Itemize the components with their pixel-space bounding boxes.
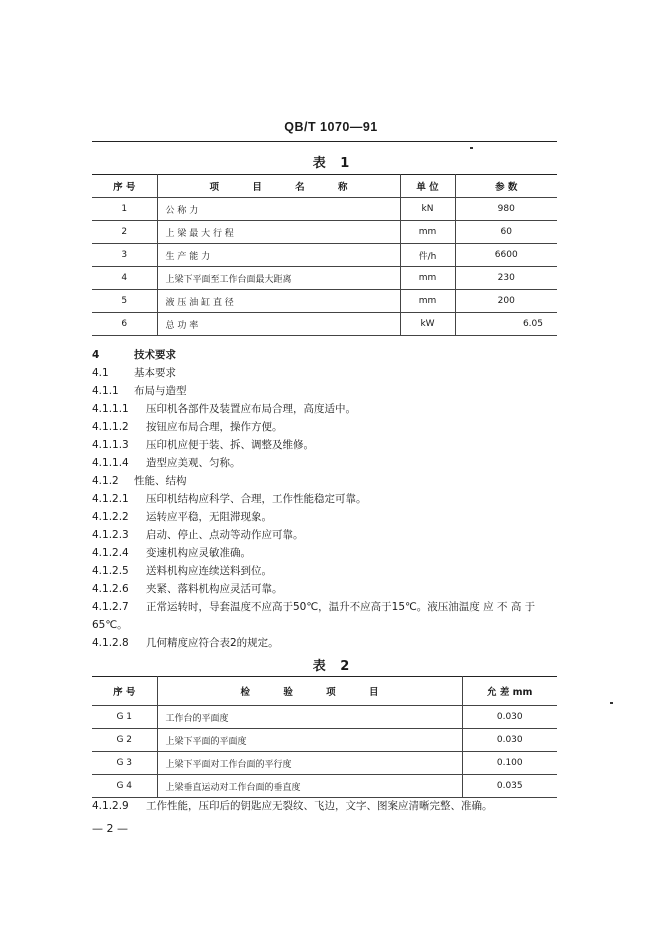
clause xyxy=(92,526,567,544)
clause-number: 4.1 xyxy=(92,367,109,379)
clause-text: 基本要求 xyxy=(134,367,176,379)
clause xyxy=(92,382,567,400)
row-index: 2 xyxy=(92,221,157,244)
scan-speck xyxy=(470,147,473,149)
row-value: 200 xyxy=(455,290,557,313)
clause-text: 夹紧、落料机构应灵活可靠。 xyxy=(146,583,283,595)
clause xyxy=(92,436,567,454)
standard-code-header: QB/T 1070—91 xyxy=(284,120,378,134)
row-index: 1 xyxy=(92,198,157,221)
row-item: 总 功 率 xyxy=(157,313,400,336)
row-index: G 3 xyxy=(92,752,157,775)
row-unit: mm xyxy=(400,267,455,290)
table2-header-row xyxy=(92,677,557,706)
clause xyxy=(92,508,567,526)
clause-text: 按钮应布局合理，操作方便。 xyxy=(146,421,283,433)
row-tolerance: 0.030 xyxy=(462,729,557,752)
table2-header-tolerance: 允 差 mm xyxy=(462,677,557,706)
row-index: G 4 xyxy=(92,775,157,798)
clause xyxy=(92,490,567,508)
clause-text: 技术要求 xyxy=(134,349,176,361)
row-index: 6 xyxy=(92,313,157,336)
page-number: — 2 — xyxy=(92,822,128,835)
row-item: 公 称 力 xyxy=(157,198,400,221)
row-item: 上梁下平面对工作台面的平行度 xyxy=(157,752,462,775)
row-value: 230 xyxy=(455,267,557,290)
table2-caption: 表 2 xyxy=(312,659,350,674)
clause-text: 压印机应便于装、拆、调整及维修。 xyxy=(146,439,314,451)
row-unit: mm xyxy=(400,290,455,313)
clause xyxy=(92,544,567,562)
row-unit: kN xyxy=(400,198,455,221)
row-item: 上 梁 最 大 行 程 xyxy=(157,221,400,244)
row-item: 上梁垂直运动对工作台面的垂直度 xyxy=(157,775,462,798)
clause-number: 4.1.2.6 xyxy=(92,583,129,595)
final-clause xyxy=(92,797,567,815)
table-row xyxy=(92,752,557,775)
section-heading xyxy=(92,346,567,364)
clause-number: 4.1.1.3 xyxy=(92,439,129,451)
row-value: 980 xyxy=(455,198,557,221)
table-row xyxy=(92,267,557,290)
clause-number: 4.1.1.2 xyxy=(92,421,129,433)
row-value: 60 xyxy=(455,221,557,244)
table2 xyxy=(92,676,557,798)
row-item: 生 产 能 力 xyxy=(157,244,400,267)
clause-text: 性能、结构 xyxy=(134,475,187,487)
clause-text: 变速机构应灵敏准确。 xyxy=(146,547,251,559)
table-row xyxy=(92,244,557,267)
row-index: G 1 xyxy=(92,706,157,729)
table1 xyxy=(92,174,557,336)
clause-text: 送料机构应连续送料到位。 xyxy=(146,565,272,577)
table2-header-item: 检 验 项 目 xyxy=(157,677,462,706)
clause-text: 运转应平稳，无阻滞现象。 xyxy=(146,511,272,523)
row-tolerance: 0.030 xyxy=(462,706,557,729)
clause-number: 4 xyxy=(92,349,100,361)
table1-caption: 表 1 xyxy=(312,156,350,171)
clause-text: 压印机各部件及装置应布局合理，高度适中。 xyxy=(146,403,356,415)
row-item: 上梁下平面的平面度 xyxy=(157,729,462,752)
clause xyxy=(92,797,567,815)
row-index: 4 xyxy=(92,267,157,290)
clause-number: 4.1.1 xyxy=(92,385,119,397)
clause xyxy=(92,418,567,436)
scan-speck xyxy=(610,702,613,704)
clause-number: 4.1.2 xyxy=(92,475,119,487)
clause-text: 造型应美观、匀称。 xyxy=(146,457,241,469)
clause-text: 布局与造型 xyxy=(134,385,187,397)
row-index: G 2 xyxy=(92,729,157,752)
table1-header-value: 参 数 xyxy=(455,175,557,198)
clause xyxy=(92,580,567,598)
row-item: 工作台的平面度 xyxy=(157,706,462,729)
table1-header-index: 序 号 xyxy=(92,175,157,198)
table-row xyxy=(92,706,557,729)
table1-header-row xyxy=(92,175,557,198)
requirements-section xyxy=(92,346,567,652)
row-unit: mm xyxy=(400,221,455,244)
clause-number: 4.1.2.4 xyxy=(92,547,129,559)
table2-header-index: 序 号 xyxy=(92,677,157,706)
clause-text: 工作性能，压印后的钥匙应无裂纹、飞边，文字、图案应清晰完整、准确。 xyxy=(146,800,493,812)
row-value: 6.05 xyxy=(455,313,557,336)
row-unit: 件/h xyxy=(400,244,455,267)
clause-number: 4.1.1.4 xyxy=(92,457,129,469)
clause-number: 4.1.2.5 xyxy=(92,565,129,577)
clause-number: 4.1.1.1 xyxy=(92,403,129,415)
clause-number: 4.1.2.9 xyxy=(92,800,129,812)
clause-number: 4.1.2.8 xyxy=(92,637,129,649)
table-row xyxy=(92,729,557,752)
header-rule xyxy=(92,141,557,142)
row-index: 3 xyxy=(92,244,157,267)
clause-number: 4.1.2.7 xyxy=(92,601,129,613)
clause-text: 正常运转时，导套温度不应高于50℃，温升不应高于15℃。液压油温度 应 不 高 于 65℃。 xyxy=(92,601,536,631)
clause xyxy=(92,400,567,418)
table-row xyxy=(92,290,557,313)
row-tolerance: 0.035 xyxy=(462,775,557,798)
table-row xyxy=(92,313,557,336)
table-row xyxy=(92,775,557,798)
clause-number: 4.1.2.1 xyxy=(92,493,129,505)
clause-number: 4.1.2.3 xyxy=(92,529,129,541)
clause xyxy=(92,454,567,472)
clause xyxy=(92,364,567,382)
clause xyxy=(92,562,567,580)
table1-header-item: 项 目 名 称 xyxy=(157,175,400,198)
clause xyxy=(92,598,567,634)
table-row xyxy=(92,198,557,221)
row-item: 液 压 油 缸 直 径 xyxy=(157,290,400,313)
clause-number: 4.1.2.2 xyxy=(92,511,129,523)
clause xyxy=(92,634,567,652)
row-item: 上梁下平面至工作台面最大距离 xyxy=(157,267,400,290)
table1-header-unit: 单 位 xyxy=(400,175,455,198)
row-value: 6600 xyxy=(455,244,557,267)
clause-text: 启动、停止、点动等动作应可靠。 xyxy=(146,529,304,541)
clause-text: 几何精度应符合表2的规定。 xyxy=(146,637,279,649)
clause-text: 压印机结构应科学、合理，工作性能稳定可靠。 xyxy=(146,493,367,505)
row-unit: kW xyxy=(400,313,455,336)
row-index: 5 xyxy=(92,290,157,313)
clause xyxy=(92,472,567,490)
table-row xyxy=(92,221,557,244)
row-tolerance: 0.100 xyxy=(462,752,557,775)
